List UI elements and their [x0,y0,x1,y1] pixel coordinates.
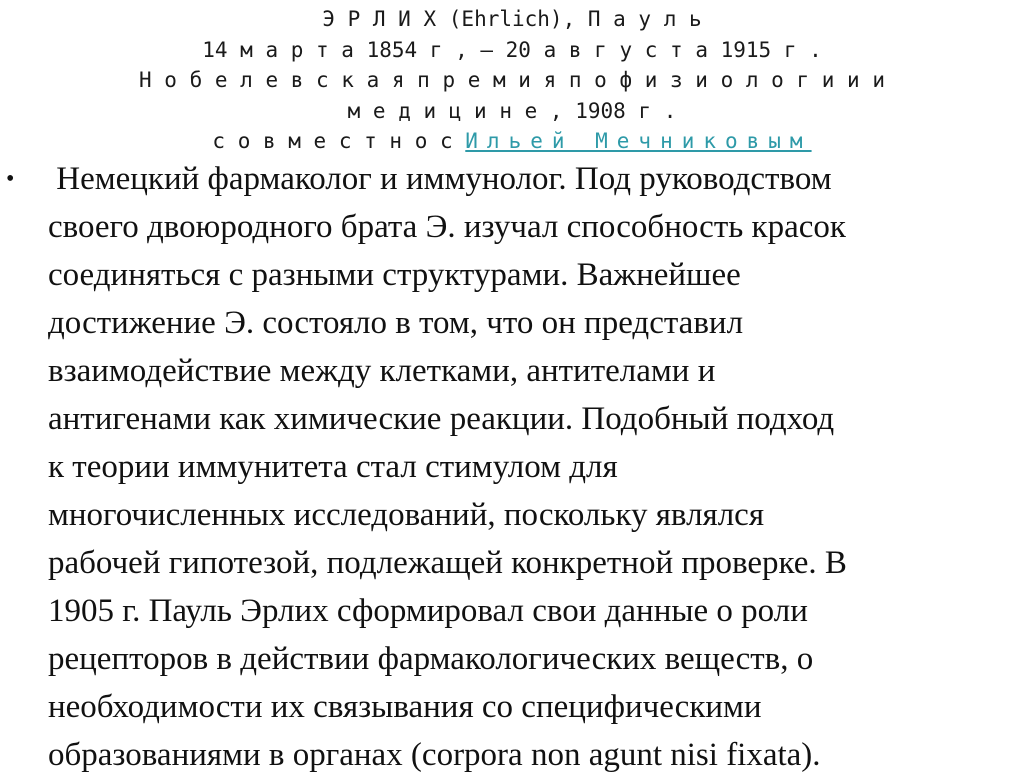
paragraph-line: многочисленных исследований, поскольку являлся [48,497,765,533]
first-name: , П а у л ь [562,7,702,31]
header-coauthor-line [0,126,1024,157]
paragraph-line: достижение Э. состояло в том, что он представил [48,305,744,341]
paragraph-line: антигенами как химические реакции. Подобный подход [48,401,835,437]
surname: Э Р Л И Х [322,7,437,31]
coauthor-link[interactable]: Ильей Мечниковым [465,129,812,153]
paragraph-line: необходимости их связывания со специфическими [48,689,762,725]
header-prize-line-2 [0,96,1024,127]
header-dates-line [0,35,1024,66]
slide-header [0,4,1024,157]
header-name-line [0,4,1024,35]
paragraph-line: рабочей гипотезой, подлежащей конкретной проверке. В [48,545,847,581]
paragraph-line: к теории иммунитета стал стимулом для [48,449,618,485]
header-prize-line-1 [0,65,1024,96]
paragraph-line: взаимодействие между клетками, антителами и [48,353,716,389]
paragraph-line: Немецкий фармаколог и иммунолог. Под руководством [48,161,832,197]
paragraph-line: образованиями в органах (corpora non agunt nisi fixata). [48,737,821,773]
life-dates: 14 м а р т а 1854 г , – 20 а в г у с т а 1915 г . [202,37,822,62]
list-item [0,155,1024,779]
paragraph-line: своего двоюродного брата Э. изучал способность красок [48,209,846,245]
paragraph-line: 1905 г. Пауль Эрлих сформировал свои данные о роли [48,593,808,629]
biography-list [0,155,1024,779]
paragraph-line: соединяться с разными структурами. Важнейшее [48,257,741,293]
bullet-marker: • [6,166,15,192]
prize-text-2: м е д и ц и н е , 1908 г . [347,98,677,123]
coauthor-prefix: с о в м е с т н о с [212,129,453,153]
surname-latin: (Ehrlich) [448,7,563,31]
prize-text-1: Н о б е л е в с к а я п р е м и я п о ф и з и о л о г и и и [139,68,885,92]
paragraph-line: рецепторов в действии фармакологических веществ, о [48,641,814,677]
